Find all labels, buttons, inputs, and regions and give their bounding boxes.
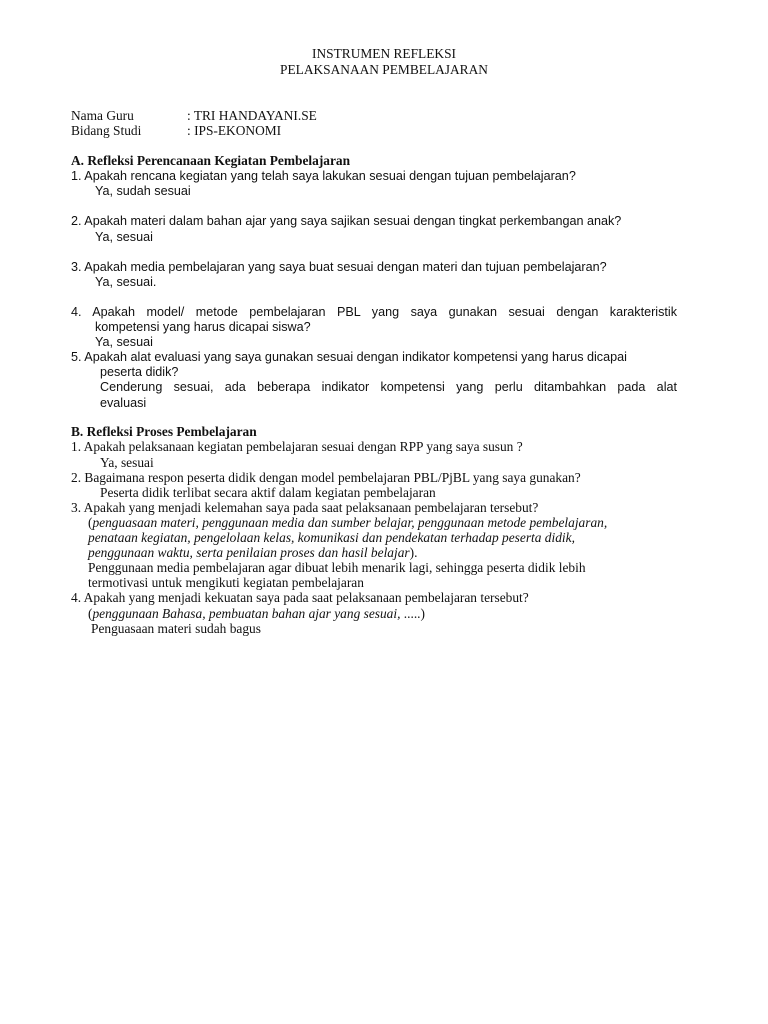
hint-text-q4: penggunaan Bahasa, pembuatan bahan ajar yang sesuai, bbox=[92, 606, 401, 621]
hint-close-paren: ). bbox=[409, 545, 418, 560]
section-b-question-3-hint-line-2: penataan kegiatan, pengelolaan kelas, komunikasi dan pendekatan terhadap peserta didik, bbox=[88, 530, 575, 545]
hint-open-paren: ( bbox=[88, 515, 93, 530]
section-a-answer-3: Ya, sesuai. bbox=[95, 275, 157, 289]
hint-close-paren-2: .....) bbox=[400, 606, 425, 621]
section-a-question-2: 2. Apakah materi dalam bahan ajar yang saya sajikan sesuai dengan tingkat perkembangan anak? bbox=[71, 214, 622, 228]
document-subtitle: PELAKSANAAN PEMBELAJARAN bbox=[280, 62, 488, 77]
section-b-question-3-hint-line-3 bbox=[88, 545, 417, 561]
section-b-question-1: 1. Apakah pelaksanaan kegiatan pembelajaran sesuai dengan RPP yang saya susun ? bbox=[71, 439, 523, 454]
subject-value: : IPS-EKONOMI bbox=[187, 123, 282, 138]
section-a-question-1: 1. Apakah rencana kegiatan yang telah saya lakukan sesuai dengan tujuan pembelajaran? bbox=[71, 169, 576, 183]
section-a-answer-5-cont: evaluasi bbox=[100, 396, 147, 410]
section-b-question-3-hint bbox=[88, 515, 607, 531]
section-a-answer-4: Ya, sesuai bbox=[95, 335, 153, 349]
document-title: INSTRUMEN REFLEKSI bbox=[312, 46, 456, 61]
section-a-answer-2: Ya, sesuai bbox=[95, 230, 153, 244]
section-b-answer-2: Peserta didik terlibat secara aktif dalam kegiatan pembelajaran bbox=[100, 485, 436, 500]
section-a-question-4: 4. Apakah model/ metode pembelajaran PBL yang saya gunakan sesuai dengan karakteristik bbox=[71, 305, 677, 319]
section-b-answer-3: Penggunaan media pembelajaran agar dibuat lebih menarik lagi, sehingga peserta didik lebih bbox=[88, 560, 586, 575]
section-b-answer-4: Penguasaan materi sudah bagus bbox=[91, 621, 261, 636]
section-a-question-5: 5. Apakah alat evaluasi yang saya gunakan sesuai dengan indikator kompetensi yang harus dicapai bbox=[71, 350, 627, 364]
hint-open-paren-2: ( bbox=[88, 606, 93, 621]
teacher-label: Nama Guru bbox=[71, 108, 134, 123]
section-a-question-4-cont: kompetensi yang harus dicapai siswa? bbox=[95, 320, 311, 334]
section-b-heading: B. Refleksi Proses Pembelajaran bbox=[71, 424, 257, 439]
hint-text-line-3: penggunaan waktu, serta penilaian proses dan hasil belajar bbox=[88, 545, 410, 560]
section-b-question-4: 4. Apakah yang menjadi kekuatan saya pada saat pelaksanaan pembelajaran tersebut? bbox=[71, 590, 529, 605]
section-a-question-3: 3. Apakah media pembelajaran yang saya buat sesuai dengan materi dan tujuan pembelajaran? bbox=[71, 260, 607, 274]
section-a-answer-1: Ya, sudah sesuai bbox=[95, 184, 191, 198]
hint-text-line-1: penguasaan materi, penggunaan media dan sumber belajar, penggunaan metode pembelajaran, bbox=[92, 515, 608, 530]
section-b-question-3: 3. Apakah yang menjadi kelemahan saya pada saat pelaksanaan pembelajaran tersebut? bbox=[71, 500, 539, 515]
teacher-value: : TRI HANDAYANI.SE bbox=[187, 108, 317, 123]
subject-label: Bidang Studi bbox=[71, 123, 142, 138]
section-b-question-4-hint bbox=[88, 606, 425, 622]
section-a-answer-5: Cenderung sesuai, ada beberapa indikator kompetensi yang perlu ditambahkan pada alat bbox=[100, 380, 677, 394]
section-b-answer-3-cont: termotivasi untuk mengikuti kegiatan pembelajaran bbox=[88, 575, 364, 590]
section-b-answer-1: Ya, sesuai bbox=[100, 455, 154, 470]
section-a-heading: A. Refleksi Perencanaan Kegiatan Pembelajaran bbox=[71, 153, 351, 168]
section-a-question-5-cont: peserta didik? bbox=[100, 365, 179, 379]
section-b-question-2: 2. Bagaimana respon peserta didik dengan model pembelajaran PBL/PjBL yang saya gunakan? bbox=[71, 470, 581, 485]
